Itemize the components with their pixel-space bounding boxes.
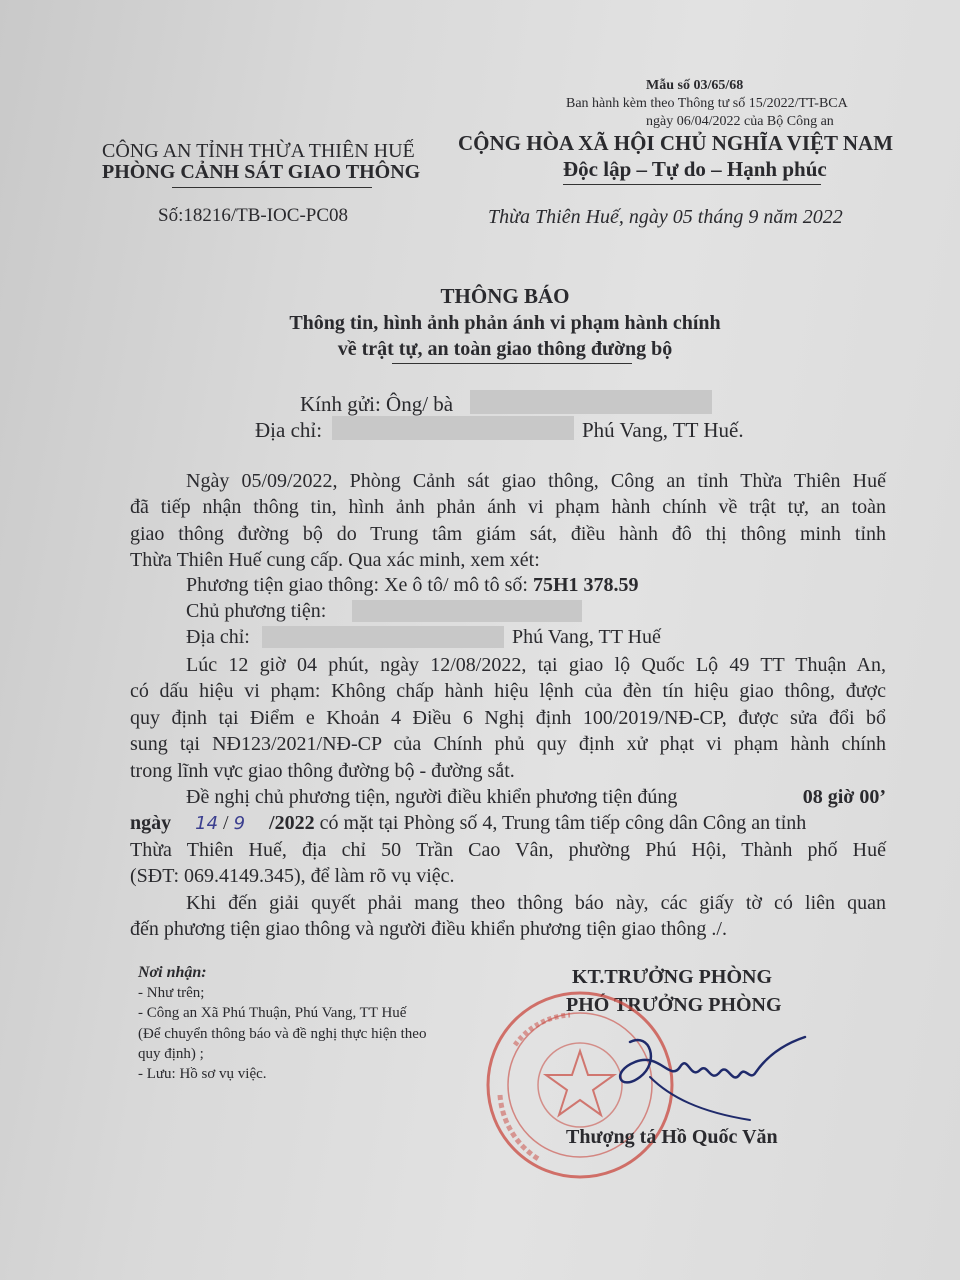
appointment-place: có mặt tại Phòng số 4, Trung tâm tiếp công dân Công an tỉnh — [319, 812, 807, 835]
motto-underline — [563, 184, 821, 185]
recipients-heading: Nơi nhận: — [138, 964, 207, 981]
agency-department — [102, 161, 420, 184]
vehicle-plate: 75H1 378.59 — [532, 574, 639, 596]
notice-subtitle-line2: về trật tự, an toàn giao thông đường bộ — [337, 338, 673, 360]
redacted-owner-address — [262, 626, 504, 648]
handwritten-month: 9 — [233, 813, 246, 835]
owner-address-label: Địa chỉ: — [186, 626, 250, 648]
recipient-greeting: Kính gửi: Ông/ bà — [300, 392, 454, 416]
paragraph-line: Khi đến giải quyết phải mang theo thông báo này, các giấy tờ có liên quan — [186, 892, 886, 914]
document-number: Số:18216/TB-IOC-PC08 — [158, 205, 349, 226]
signatory-subtitle: PHÓ TRƯỞNG PHÒNG — [566, 994, 782, 1016]
redacted-owner-name — [352, 600, 582, 622]
owner-address-tail: Phú Vang, TT Huế — [512, 626, 661, 648]
signatory-name: Thượng tá Hồ Quốc Văn — [566, 1126, 778, 1148]
paragraph-line: Ngày 05/09/2022, Phòng Cảnh sát giao thông, Công an tỉnh Thừa Thiên Huế — [186, 470, 886, 492]
owner-label: Chủ phương tiện: — [186, 600, 327, 622]
subtitle-underline — [392, 363, 632, 364]
paragraph-line: giao thông đường bộ do Trung tâm giám sát, điều hành đô thị thông minh tỉnh — [130, 522, 886, 545]
paragraph-appointment — [130, 784, 886, 890]
redacted-recipient-name — [470, 390, 712, 414]
recipient-address-label: Địa chỉ: — [255, 418, 323, 442]
appointment-day-label: ngày — [130, 812, 172, 835]
paragraph-line: sung tại NĐ123/2021/NĐ-CP của Chính phủ quy định xử phạt vi phạm hành chính — [130, 733, 886, 756]
recipients-item: quy định) ; — [138, 1046, 204, 1062]
state-name: CỘNG HÒA XÃ HỘI CHỦ NGHĨA VIỆT NAM — [458, 131, 894, 155]
paragraph-line: đã tiếp nhận thông tin, hình ảnh phản ánh vi phạm hành chính về trật tự, an toàn — [130, 496, 886, 519]
form-issued-line2: ngày 06/04/2022 của Bộ Công an — [646, 114, 834, 129]
vehicle-line — [186, 574, 639, 597]
vehicle-label: Phương tiện giao thông: Xe ô tô/ mô tô số: — [186, 574, 528, 596]
state-motto: Độc lập – Tự do – Hạnh phúc — [563, 157, 827, 181]
recipient-address-tail: Phú Vang, TT Huế. — [582, 418, 744, 442]
paragraph-line: trong lĩnh vực giao thông đường bộ - đường sắt. — [130, 759, 515, 782]
paragraph-line: ngày 14 / 9 /2022 có mặt tại Phòng số 4, Trung tâm tiếp công dân Công an tỉnh — [130, 812, 807, 835]
paragraph-line: quy định tại Điểm e Khoản 4 Điều 6 Nghị định 100/2019/NĐ-CP, được sửa đổi bổ — [130, 706, 886, 729]
recipients-item: - Lưu: Hồ sơ vụ việc. — [138, 1066, 267, 1082]
notice-subtitle-line1: Thông tin, hình ảnh phản ánh vi phạm hành chính — [289, 312, 721, 334]
form-code: Mẫu số 03/65/68 — [646, 78, 744, 93]
date-line: Thừa Thiên Huế, ngày 05 tháng 9 năm 2022 — [488, 206, 843, 228]
signatory-title: KT.TRƯỞNG PHÒNG — [572, 966, 772, 988]
agency-department-text: PHÒNG CẢNH SÁT GIAO THÔNG — [102, 161, 421, 183]
recipients-item: (Để chuyển thông báo và đề nghị thực hiện theo — [138, 1026, 427, 1042]
paragraph-violation — [130, 652, 886, 784]
paragraph-line: (SĐT: 069.4149.345), để làm rõ vụ việc. — [130, 865, 455, 888]
paragraph-line: Thừa Thiên Huế cung cấp. Qua xác minh, xem xét: — [130, 549, 540, 572]
handwritten-day: 14 — [195, 813, 219, 835]
redacted-recipient-address — [332, 416, 574, 440]
paragraph-line: đến phương tiện giao thông và người điều khiển phương tiện giao thông ./. — [130, 918, 727, 941]
appointment-year: /2022 — [269, 812, 315, 835]
form-issued-line1: Ban hành kèm theo Thông tư số 15/2022/TT-BCA — [566, 96, 848, 111]
agency-name: CÔNG AN TỈNH THỪA THIÊN HUẾ — [102, 140, 415, 162]
appointment-time: 08 giờ 00’ — [802, 786, 886, 808]
paragraph-bring-documents — [130, 890, 886, 943]
paragraph-received-info — [130, 468, 886, 574]
paragraph-line: Lúc 12 giờ 04 phút, ngày 12/08/2022, tại giao lộ Quốc Lộ 49 TT Thuận An, — [186, 654, 886, 676]
appointment-request: Đề nghị chủ phương tiện, người điều khiển phương tiện đúng — [186, 786, 678, 808]
paragraph-line: có dấu hiệu vi phạm: Không chấp hành hiệu lệnh của đèn tín hiệu giao thông, được — [130, 680, 886, 703]
notice-title: THÔNG BÁO — [440, 284, 570, 308]
paragraph-line: Thừa Thiên Huế, địa chỉ 50 Trần Cao Vân, phường Phú Hội, Thành phố Huế — [130, 838, 886, 861]
recipients-item: - Công an Xã Phú Thuận, Phú Vang, TT Huế — [138, 1005, 407, 1021]
agency-underline — [172, 187, 372, 188]
paragraph-line — [130, 784, 886, 810]
recipients-item: - Như trên; — [138, 985, 205, 1001]
handwritten-signature — [590, 1022, 810, 1132]
